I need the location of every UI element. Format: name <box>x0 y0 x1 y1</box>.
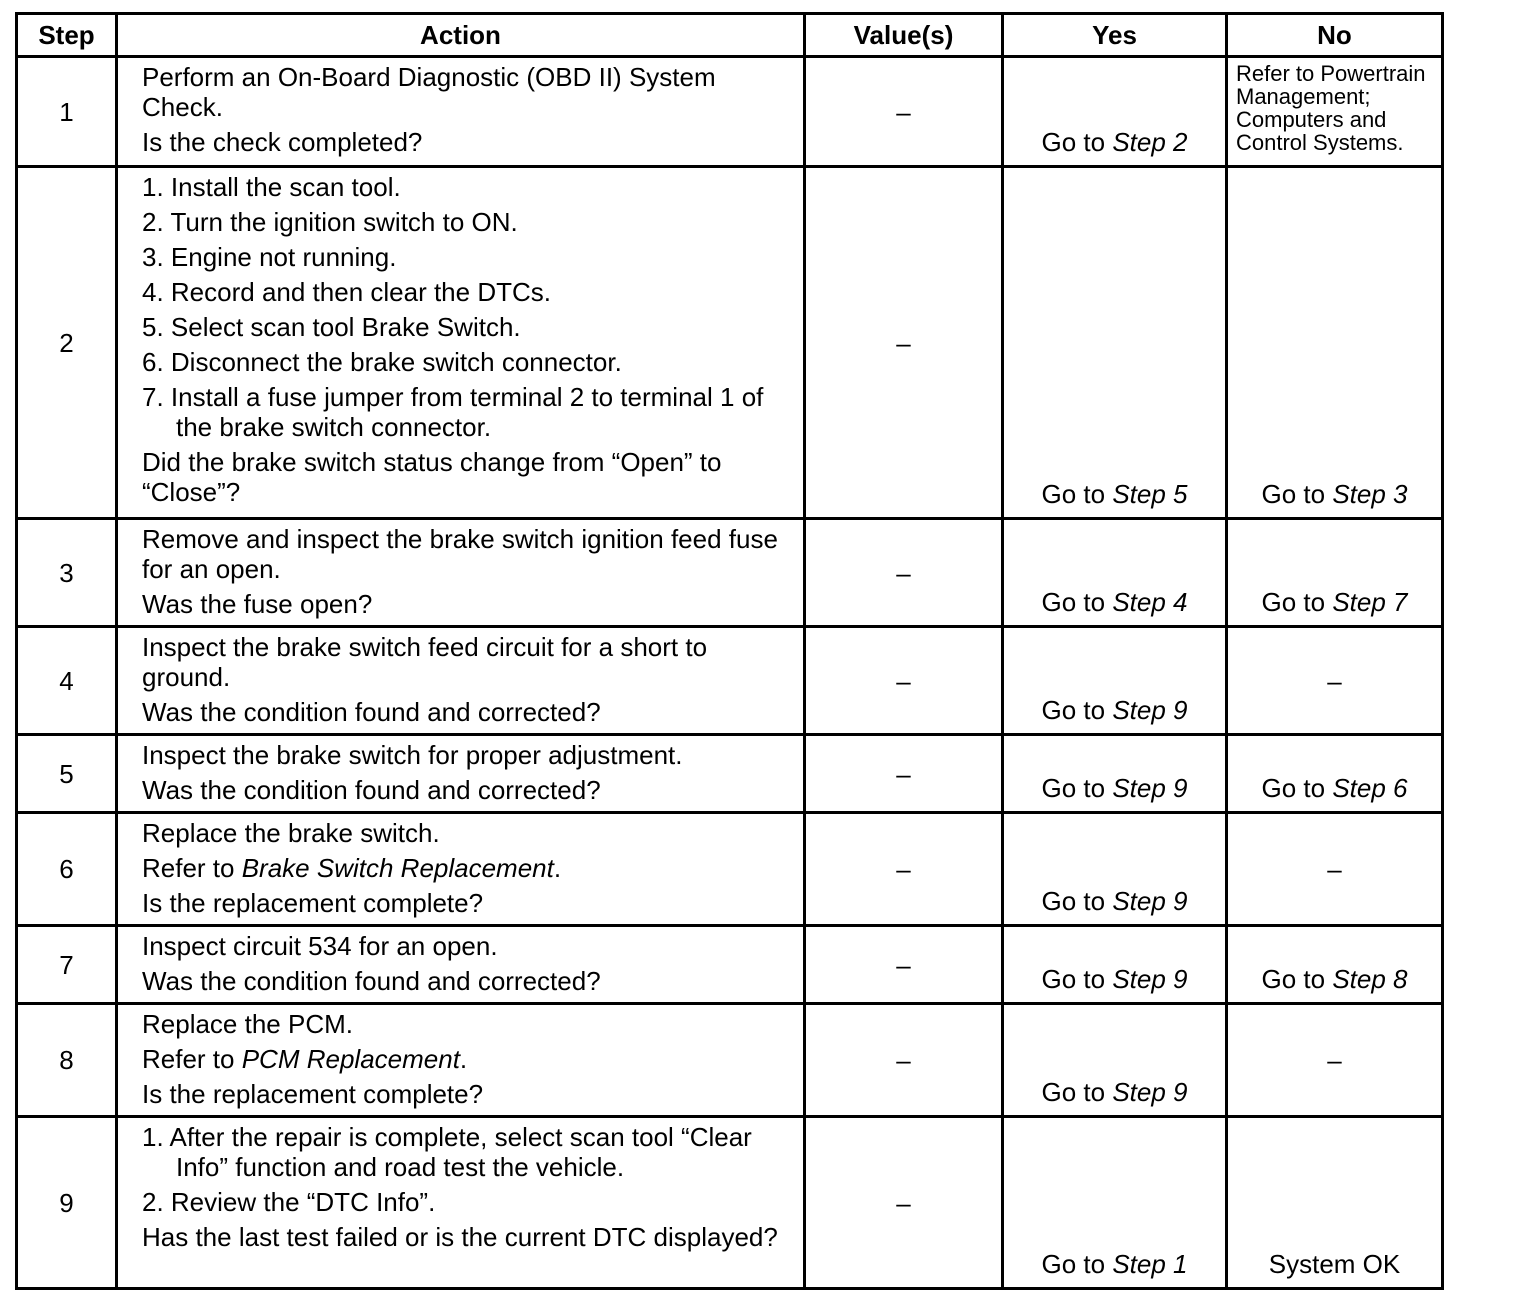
table-row <box>17 1117 1443 1289</box>
action-step: 2. Review the “DTC Info”. <box>142 1187 436 1217</box>
diagnostic-table <box>15 12 1444 1290</box>
yes-step-link: Step 5 <box>1112 479 1188 509</box>
yes-cell: Go to Step 9 <box>1003 813 1227 926</box>
table-row <box>17 1004 1443 1117</box>
action-line: Refer to PCM Replacement. <box>142 1044 468 1074</box>
yes-step-link: Step 9 <box>1112 695 1188 725</box>
action-line: Replace the PCM. <box>142 1009 353 1039</box>
yes-step-link: Step 9 <box>1112 964 1188 994</box>
yes-step-link: Step 4 <box>1112 587 1188 617</box>
action-line: Perform an On-Board Diagnostic (OBD II) System Check. <box>142 62 716 122</box>
no-cell: Go to Step 8 <box>1227 926 1443 1004</box>
no-cell: – <box>1227 813 1443 926</box>
action-line: Was the fuse open? <box>142 589 373 619</box>
no-cell: Refer to Powertrain Management; Computers and Control Systems. <box>1227 57 1443 167</box>
action-line: Refer to Brake Switch Replacement. <box>142 853 562 883</box>
table-row <box>17 57 1443 167</box>
yes-cell: Go to Step 9 <box>1003 735 1227 813</box>
header-action: Action <box>117 14 805 57</box>
table-row <box>17 519 1443 627</box>
step-number: 7 <box>17 926 117 1004</box>
action-cell <box>117 627 805 735</box>
action-step: 3. Engine not running. <box>142 242 397 272</box>
action-cell <box>117 926 805 1004</box>
no-cell: – <box>1227 1004 1443 1117</box>
action-step: 1. Install the scan tool. <box>142 172 401 202</box>
table-body <box>17 57 1443 1289</box>
action-line: Was the condition found and corrected? <box>142 966 601 996</box>
value-cell: – <box>805 926 1003 1004</box>
yes-step-link: Step 9 <box>1112 1077 1188 1107</box>
no-step-link: Step 6 <box>1332 773 1408 803</box>
value-cell: – <box>805 1117 1003 1289</box>
step-number: 9 <box>17 1117 117 1289</box>
yes-cell: Go to Step 9 <box>1003 926 1227 1004</box>
yes-cell: Go to Step 4 <box>1003 519 1227 627</box>
no-cell: Go to Step 7 <box>1227 519 1443 627</box>
table-row <box>17 813 1443 926</box>
action-cell <box>117 813 805 926</box>
header-value: Value(s) <box>805 14 1003 57</box>
table-row <box>17 735 1443 813</box>
yes-cell: Go to Step 9 <box>1003 1004 1227 1117</box>
action-step: 1. After the repair is complete, select scan tool “Clear Info” function and road test the vehicle. <box>142 1122 752 1182</box>
value-cell: – <box>805 735 1003 813</box>
step-number: 6 <box>17 813 117 926</box>
action-line: Did the brake switch status change from “Open” to “Close”? <box>142 447 722 507</box>
action-cell <box>117 167 805 519</box>
step-number: 3 <box>17 519 117 627</box>
step-number: 4 <box>17 627 117 735</box>
action-line: Was the condition found and corrected? <box>142 775 601 805</box>
action-line: Inspect the brake switch for proper adjustment. <box>142 740 683 770</box>
yes-step-link: Step 9 <box>1112 773 1188 803</box>
value-cell: – <box>805 519 1003 627</box>
header-no: No <box>1227 14 1443 57</box>
action-cell <box>117 735 805 813</box>
table-row <box>17 926 1443 1004</box>
value-cell: – <box>805 167 1003 519</box>
yes-step-link: Step 9 <box>1112 886 1188 916</box>
reference-title: PCM Replacement <box>241 1044 460 1074</box>
no-step-link: Step 7 <box>1332 587 1408 617</box>
no-cell: Go to Step 3 <box>1227 167 1443 519</box>
no-cell: Go to Step 6 <box>1227 735 1443 813</box>
no-step-link: Step 8 <box>1332 964 1408 994</box>
action-line: Replace the brake switch. <box>142 818 440 848</box>
action-line: Remove and inspect the brake switch ignition feed fuse for an open. <box>142 524 778 584</box>
value-cell: – <box>805 57 1003 167</box>
action-cell <box>117 1117 805 1289</box>
yes-cell: Go to Step 9 <box>1003 627 1227 735</box>
yes-cell: Go to Step 5 <box>1003 167 1227 519</box>
yes-cell: Go to Step 2 <box>1003 57 1227 167</box>
action-cell <box>117 57 805 167</box>
action-step: 6. Disconnect the brake switch connector. <box>142 347 622 377</box>
header-row <box>17 14 1443 57</box>
action-step: 5. Select scan tool Brake Switch. <box>142 312 521 342</box>
no-cell: System OK <box>1227 1117 1443 1289</box>
action-line: Is the check completed? <box>142 127 423 157</box>
action-line: Has the last test failed or is the current DTC displayed? <box>142 1222 778 1252</box>
no-step-link: Step 3 <box>1332 479 1408 509</box>
header-yes: Yes <box>1003 14 1227 57</box>
step-number: 1 <box>17 57 117 167</box>
action-line: Was the condition found and corrected? <box>142 697 601 727</box>
step-number: 2 <box>17 167 117 519</box>
reference-title: Brake Switch Replacement <box>241 853 554 883</box>
table-row <box>17 627 1443 735</box>
step-number: 8 <box>17 1004 117 1117</box>
value-cell: – <box>805 813 1003 926</box>
action-line: Inspect circuit 534 for an open. <box>142 931 498 961</box>
yes-cell: Go to Step 1 <box>1003 1117 1227 1289</box>
action-step: 2. Turn the ignition switch to ON. <box>142 207 518 237</box>
action-line: Inspect the brake switch feed circuit for a short to ground. <box>142 632 708 692</box>
table-row <box>17 167 1443 519</box>
header-step: Step <box>17 14 117 57</box>
action-line: Is the replacement complete? <box>142 888 484 918</box>
value-cell: – <box>805 627 1003 735</box>
action-cell <box>117 519 805 627</box>
action-line: Is the replacement complete? <box>142 1079 484 1109</box>
yes-step-link: Step 2 <box>1112 127 1188 157</box>
step-number: 5 <box>17 735 117 813</box>
action-step: 4. Record and then clear the DTCs. <box>142 277 551 307</box>
action-step: 7. Install a fuse jumper from terminal 2 to terminal 1 of the brake switch connector. <box>142 382 764 442</box>
value-cell: – <box>805 1004 1003 1117</box>
action-cell <box>117 1004 805 1117</box>
yes-step-link: Step 1 <box>1112 1249 1188 1279</box>
no-cell: – <box>1227 627 1443 735</box>
